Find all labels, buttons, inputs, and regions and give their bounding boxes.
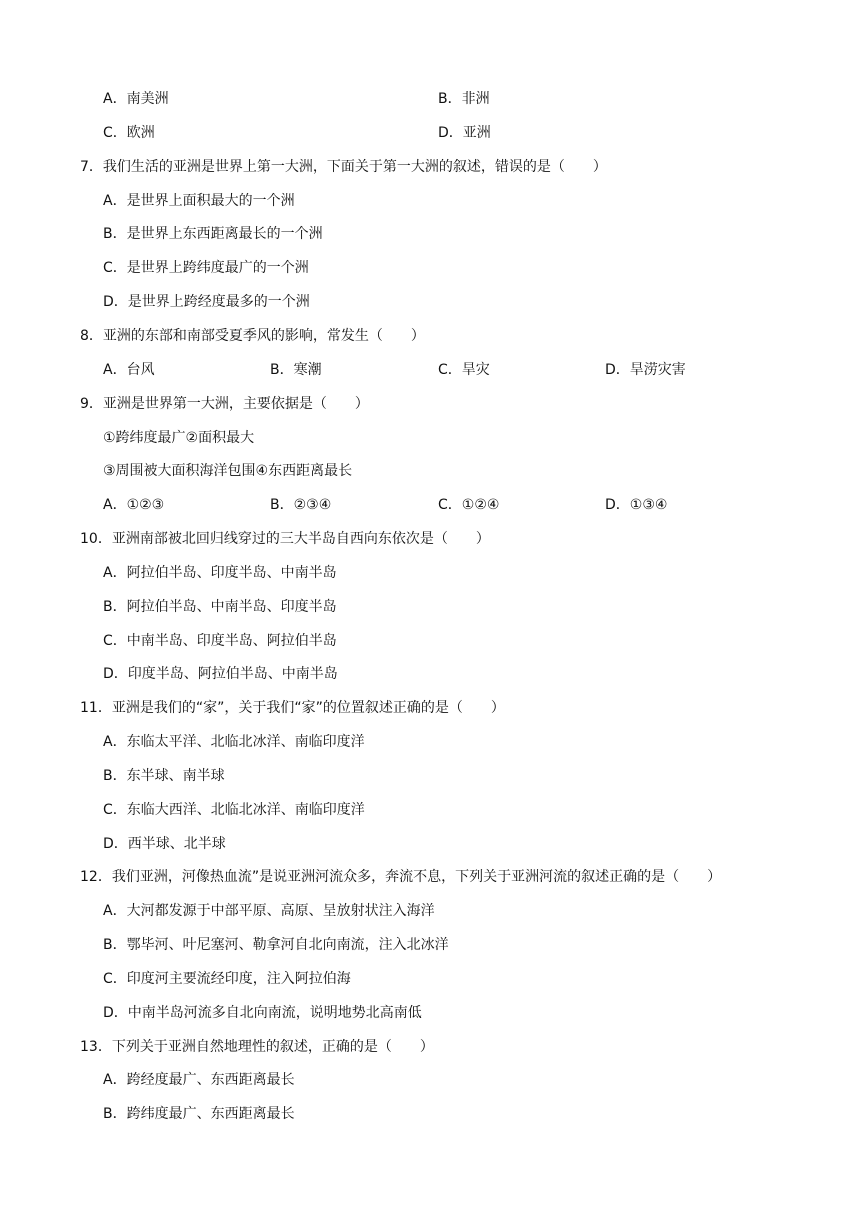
q6-option-b: B．非洲 [438, 91, 490, 107]
q11-option-c: C．东临大西洋、北临北冰洋、南临印度洋 [103, 802, 365, 818]
q7-option-b: B．是世界上东西距离最长的一个洲 [103, 226, 323, 242]
q9-option-c: C．①②④ [438, 497, 500, 513]
q13-option-a: A．跨经度最广、东西距离最长 [103, 1072, 295, 1088]
q11-option-b: B．东半球、南半球 [103, 768, 225, 784]
q9-option-a: A．①②③ [103, 497, 165, 513]
q10-option-d: D．印度半岛、阿拉伯半岛、中南半岛 [103, 666, 338, 682]
q12-option-b: B．鄂毕河、叶尼塞河、勒拿河自北向南流，注入北冰洋 [103, 937, 449, 953]
q8-option-d: D．旱涝灾害 [605, 362, 686, 378]
q8-stem: 8．亚洲的东部和南部受夏季风的影响，常发生（ ） [80, 328, 425, 344]
q9-option-b: B．②③④ [270, 497, 332, 513]
q6-option-d: D．亚洲 [438, 125, 491, 141]
q7-option-a: A．是世界上面积最大的一个洲 [103, 193, 295, 209]
q10-option-b: B．阿拉伯半岛、中南半岛、印度半岛 [103, 599, 337, 615]
q12-option-a: A．大河都发源于中部平原、高原、呈放射状注入海洋 [103, 903, 435, 919]
q9-option-d: D．①③④ [605, 497, 668, 513]
q13-stem: 13．下列关于亚洲自然地理性的叙述，正确的是（ ） [80, 1039, 434, 1055]
q7-option-d: D．是世界上跨经度最多的一个洲 [103, 294, 310, 310]
q7-stem: 7．我们生活的亚洲是世界上第一大洲，下面关于第一大洲的叙述，错误的是（ ） [80, 159, 607, 175]
q10-option-c: C．中南半岛、印度半岛、阿拉伯半岛 [103, 633, 337, 649]
q11-option-a: A．东临太平洋、北临北冰洋、南临印度洋 [103, 734, 365, 750]
q11-option-d: D．西半球、北半球 [103, 836, 226, 852]
q9-item-line-1: ①跨纬度最广②面积最大 [103, 430, 255, 446]
q12-option-c: C．印度河主要流经印度，注入阿拉伯海 [103, 971, 351, 987]
q7-option-c: C．是世界上跨纬度最广的一个洲 [103, 260, 309, 276]
q8-option-a: A．台风 [103, 362, 155, 378]
q10-option-a: A．阿拉伯半岛、印度半岛、中南半岛 [103, 565, 337, 581]
q8-option-b: B．寒潮 [270, 362, 322, 378]
q8-option-c: C．旱灾 [438, 362, 490, 378]
q6-option-a: A．南美洲 [103, 91, 169, 107]
q12-option-d: D．中南半岛河流多自北向南流，说明地势北高南低 [103, 1005, 422, 1021]
q12-stem: 12．我们亚洲，河像热血流”是说亚洲河流众多，奔流不息，下列关于亚洲河流的叙述正确的是（ ） [80, 869, 722, 885]
q11-stem: 11．亚洲是我们的“家”，关于我们“家”的位置叙述正确的是（ ） [80, 700, 505, 716]
q13-option-b: B．跨纬度最广、东西距离最长 [103, 1106, 295, 1122]
q10-stem: 10．亚洲南部被北回归线穿过的三大半岛自西向东依次是（ ） [80, 531, 490, 547]
q9-item-line-2: ③周围被大面积海洋包围④东西距离最长 [103, 463, 353, 479]
q6-option-c: C．欧洲 [103, 125, 155, 141]
q9-stem: 9．亚洲是世界第一大洲，主要依据是（ ） [80, 396, 369, 412]
